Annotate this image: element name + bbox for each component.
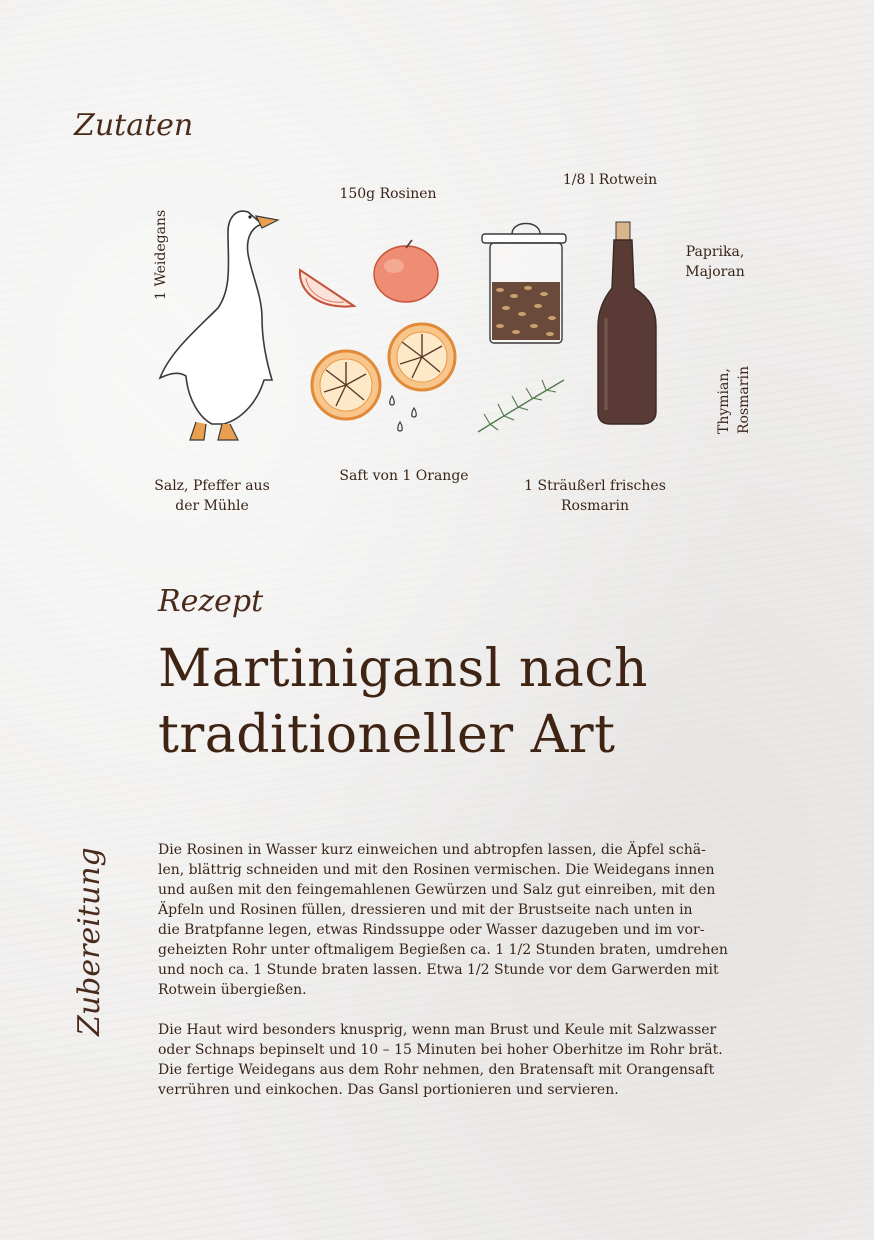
page-title [158, 636, 838, 768]
paragraph-1 [158, 840, 798, 1000]
paragraph-line: len, blättrig schneiden und mit den Rosinen vermischen. Die Weidegans innen [158, 862, 715, 878]
title-line1: Martinigansl nach [158, 639, 648, 699]
red-wine-label: 1/8 l Rotwein [562, 172, 658, 188]
apple-slice-icon [300, 270, 354, 307]
orange-slice-icon [389, 324, 455, 390]
paragraph-line: Die fertige Weidegans aus dem Rohr nehmen, den Bratensaft mit Orangensaft [158, 1062, 715, 1078]
ingredients-heading: Zutaten [74, 108, 194, 143]
recipe-label: Rezept [158, 584, 264, 619]
rosemary-line1: 1 Sträußerl frisches [524, 478, 666, 494]
paragraph-line: und außen mit den feingemahlenen Gewürzen und Salz gut einreiben, mit den [158, 882, 716, 898]
paragraph-line: verrühren und einkochen. Das Gansl portionieren und servieren. [158, 1082, 619, 1098]
rosemary-line2: Rosmarin [561, 498, 629, 514]
salt-line2: der Mühle [175, 498, 249, 514]
paragraph-line: Die Rosinen in Wasser kurz einweichen und abtropfen lassen, die Äpfel schä- [158, 842, 706, 858]
raisins-label: 150g Rosinen [339, 186, 437, 202]
ingredients-illustration [0, 0, 874, 520]
preparation-text [158, 840, 798, 1100]
salt-line1: Salz, Pfeffer aus [154, 478, 270, 494]
paragraph-line: oder Schnaps bepinselt und 10 – 15 Minuten bei hoher Oberhitze im Rohr brät. [158, 1042, 723, 1058]
thyme-line2: Rosmarin [736, 366, 752, 434]
orange-juice-label: Saft von 1 Orange [339, 468, 469, 484]
thyme-line1: Thymian, [716, 368, 732, 434]
juice-drops-icon [390, 396, 417, 431]
title-line2: traditioneller Art [158, 705, 616, 765]
goose-icon [160, 211, 278, 440]
raisin-jar-icon [482, 224, 566, 344]
paragraph-line: Die Haut wird besonders knusprig, wenn man Brust und Keule mit Salzwasser [158, 1022, 717, 1038]
preparation-heading: Zubereitung [72, 847, 107, 1036]
paragraph-line: Rotwein übergießen. [158, 982, 307, 998]
paragraph-line: geheizten Rohr unter oftmaligem Begießen ca. 1 1/2 Stunden braten, umdrehen [158, 942, 728, 958]
paragraph-line: und noch ca. 1 Stunde braten lassen. Etwa 1/2 Stunde vor dem Garwerden mit [158, 962, 719, 978]
paragraph-line: Äpfeln und Rosinen füllen, dressieren und mit der Brustseite nach unten in [158, 902, 693, 918]
orange-slice-icon [312, 351, 380, 419]
paprika-line1: Paprika, [685, 244, 745, 260]
paragraph-line: die Bratpfanne legen, etwas Rindssuppe oder Wasser dazugeben und im vor- [158, 922, 705, 938]
paprika-line2: Majoran [685, 264, 745, 280]
paragraph-2 [158, 1020, 798, 1100]
rosemary-icon [478, 380, 564, 432]
wine-bottle-icon [598, 222, 656, 424]
goose-label: 1 Weidegans [153, 209, 169, 300]
apple-icon [374, 240, 438, 302]
